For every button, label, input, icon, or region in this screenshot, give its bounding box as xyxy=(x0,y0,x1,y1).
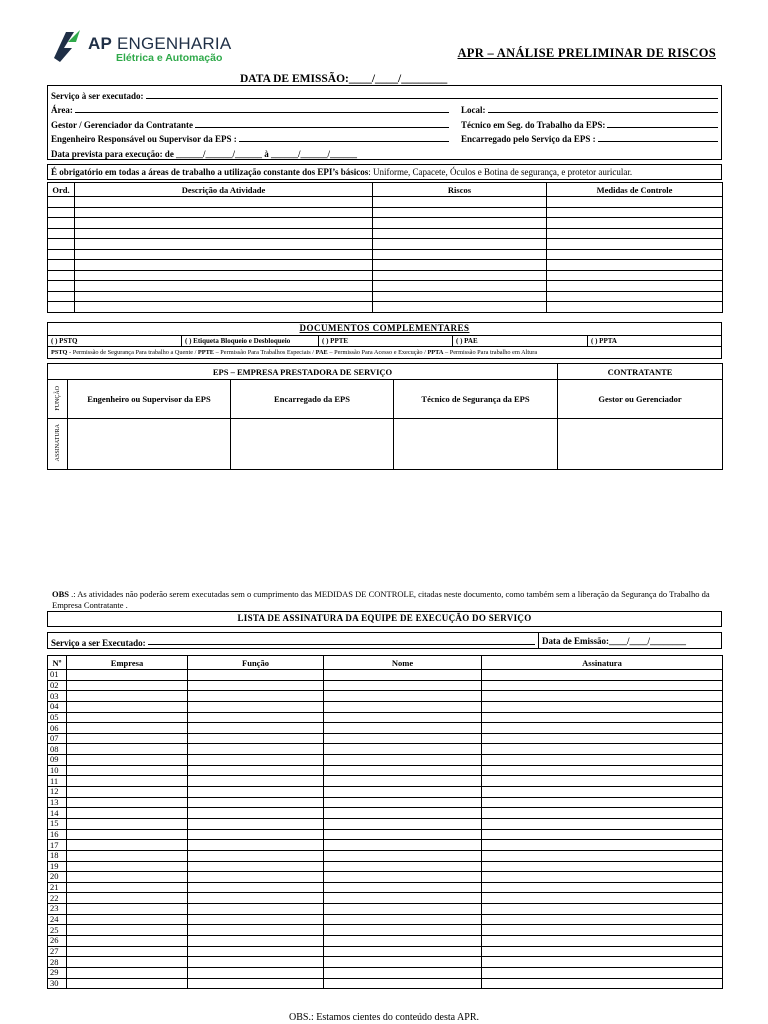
sign-gestor[interactable] xyxy=(558,419,723,470)
table-cell[interactable] xyxy=(67,712,188,723)
docs-legend: PSTQ - Permissão de Segurança Para trabalho a Quente / PPTE – Permissão Para Trabalhos Especiais / PAE – Permissão Para Acesso e Execução / PPTA – Permissão Para trabalho em Altura xyxy=(51,349,538,356)
document-title: APR – ANÁLISE PRELIMINAR DE RISCOS xyxy=(457,46,716,60)
table-cell[interactable] xyxy=(67,701,188,712)
table-cell[interactable] xyxy=(547,197,723,208)
table-cell[interactable] xyxy=(188,957,324,968)
option-pae[interactable]: ( ) PAE xyxy=(453,336,588,346)
observation-text: OBS .: As atividades não poderão serem executadas sem o cumprimento das MEDIDAS DE CONTROLE, citadas neste documento, como também sem a liberação da Segurança do Trabalho da Empresa Contratante . xyxy=(52,589,710,610)
table-cell[interactable] xyxy=(324,701,482,712)
table-row xyxy=(48,755,723,766)
table-row xyxy=(48,218,723,229)
contratante-title: CONTRATANTE xyxy=(558,364,723,380)
team-info xyxy=(47,632,722,649)
row-number: 21 xyxy=(48,882,67,893)
table-cell[interactable] xyxy=(324,744,482,755)
table-cell[interactable] xyxy=(482,744,723,755)
role-engenheiro: Engenheiro ou Supervisor da EPS xyxy=(68,380,231,419)
table-cell[interactable] xyxy=(67,904,188,915)
table-cell[interactable] xyxy=(188,733,324,744)
table-cell[interactable] xyxy=(67,872,188,883)
row-number: 15 xyxy=(48,818,67,829)
sign-encarregado[interactable] xyxy=(231,419,394,470)
row-number: 10 xyxy=(48,765,67,776)
row-number: 06 xyxy=(48,723,67,734)
table-cell[interactable] xyxy=(67,967,188,978)
table-cell[interactable] xyxy=(482,829,723,840)
data-prevista-field[interactable]: Data prevista para execução: de ______/______/______ à ______/______/______ xyxy=(51,148,358,159)
row-number: 14 xyxy=(48,808,67,819)
table-row xyxy=(48,239,723,250)
table-row xyxy=(48,946,723,957)
funcao-label: FUNÇÃO xyxy=(54,385,61,411)
table-cell[interactable] xyxy=(324,723,482,734)
option-ppta[interactable]: ( ) PPTA xyxy=(591,337,617,345)
row-number: 08 xyxy=(48,744,67,755)
row-number: 22 xyxy=(48,893,67,904)
row-number: 11 xyxy=(48,776,67,787)
table-row xyxy=(48,270,723,281)
table-cell[interactable] xyxy=(48,239,75,250)
table-cell[interactable] xyxy=(188,776,324,787)
table-cell[interactable] xyxy=(188,840,324,851)
table-cell[interactable] xyxy=(324,850,482,861)
table-cell[interactable] xyxy=(373,249,547,260)
table-cell[interactable] xyxy=(324,861,482,872)
table-cell[interactable] xyxy=(75,239,373,250)
role-tecnico: Técnico de Segurança da EPS xyxy=(394,380,558,419)
table-row xyxy=(48,291,723,302)
table-cell[interactable] xyxy=(188,755,324,766)
row-number: 25 xyxy=(48,925,67,936)
team-date-field[interactable]: Data de Emissão:____/____/________ xyxy=(542,636,686,646)
table-cell[interactable] xyxy=(67,670,188,681)
table-cell[interactable] xyxy=(188,978,324,989)
table-row xyxy=(48,978,723,989)
table-cell[interactable] xyxy=(67,776,188,787)
table-row xyxy=(48,691,723,702)
table-cell[interactable] xyxy=(188,861,324,872)
table-row xyxy=(48,249,723,260)
table-cell[interactable] xyxy=(373,281,547,292)
table-row xyxy=(48,840,723,851)
footer-observation: OBS.: Estamos cientes do conteúdo desta APR. xyxy=(289,1012,479,1023)
table-cell[interactable] xyxy=(324,914,482,925)
col-descricao: Descrição da Atividade xyxy=(75,183,373,197)
table-cell[interactable] xyxy=(67,914,188,925)
table-cell[interactable] xyxy=(482,978,723,989)
brand-subtitle: Elétrica e Automação xyxy=(116,52,223,64)
table-row xyxy=(48,882,723,893)
table-cell[interactable] xyxy=(67,808,188,819)
table-cell[interactable] xyxy=(482,680,723,691)
table-cell[interactable] xyxy=(482,691,723,702)
option-pstq[interactable]: ( ) PSTQ xyxy=(48,336,182,346)
table-cell[interactable] xyxy=(482,701,723,712)
table-cell[interactable] xyxy=(67,765,188,776)
table-cell[interactable] xyxy=(482,914,723,925)
emission-date: DATA DE EMISSÃO:____/____/________ xyxy=(240,73,448,85)
table-cell[interactable] xyxy=(188,850,324,861)
table-cell[interactable] xyxy=(324,818,482,829)
epi-notice: É obrigatório em todas a áreas de trabalho a utilização constante dos EPI’s básicos: Uniforme, Capacete, Óculos e Botina de segurança, e protetor auricular. xyxy=(47,164,722,180)
table-cell[interactable] xyxy=(188,797,324,808)
table-cell[interactable] xyxy=(188,765,324,776)
table-cell[interactable] xyxy=(482,925,723,936)
table-cell[interactable] xyxy=(188,691,324,702)
table-cell[interactable] xyxy=(482,861,723,872)
table-row xyxy=(48,925,723,936)
local-field[interactable]: Local: xyxy=(458,101,721,116)
table-cell[interactable] xyxy=(482,904,723,915)
row-number: 24 xyxy=(48,914,67,925)
table-cell[interactable] xyxy=(75,302,373,313)
table-row xyxy=(48,765,723,776)
table-cell[interactable] xyxy=(67,744,188,755)
table-cell[interactable] xyxy=(75,207,373,218)
table-cell[interactable] xyxy=(324,936,482,947)
table-cell[interactable] xyxy=(482,936,723,947)
table-row xyxy=(48,744,723,755)
table-cell[interactable] xyxy=(373,291,547,302)
table-cell[interactable] xyxy=(547,281,723,292)
row-number: 19 xyxy=(48,861,67,872)
table-row xyxy=(48,701,723,712)
table-cell[interactable] xyxy=(48,249,75,260)
table-row xyxy=(48,957,723,968)
table-cell[interactable] xyxy=(547,270,723,281)
table-cell[interactable] xyxy=(324,946,482,957)
engenheiro-field[interactable]: Engenheiro Responsável ou Supervisor da EPS : xyxy=(48,130,452,145)
table-cell[interactable] xyxy=(547,302,723,313)
table-cell[interactable] xyxy=(324,765,482,776)
table-row xyxy=(48,776,723,787)
signature-table xyxy=(47,363,723,470)
table-cell[interactable] xyxy=(48,207,75,218)
table-cell[interactable] xyxy=(67,925,188,936)
docs-title: DOCUMENTOS COMPLEMENTARES xyxy=(48,323,721,336)
table-cell[interactable] xyxy=(67,733,188,744)
table-cell[interactable] xyxy=(482,797,723,808)
table-cell[interactable] xyxy=(188,712,324,723)
row-number: 02 xyxy=(48,680,67,691)
table-row xyxy=(48,670,723,681)
table-cell[interactable] xyxy=(188,936,324,947)
row-number: 05 xyxy=(48,712,67,723)
table-cell[interactable] xyxy=(48,270,75,281)
complementary-docs xyxy=(47,322,722,359)
table-cell[interactable] xyxy=(324,680,482,691)
eps-title: EPS – EMPRESA PRESTADORA DE SERVIÇO xyxy=(48,364,558,380)
table-row xyxy=(48,787,723,798)
table-cell[interactable] xyxy=(482,818,723,829)
table-cell[interactable] xyxy=(482,850,723,861)
col-assinatura: Assinatura xyxy=(482,656,723,670)
table-cell[interactable] xyxy=(48,218,75,229)
team-signature-table xyxy=(47,655,723,989)
table-cell[interactable] xyxy=(373,302,547,313)
table-cell[interactable] xyxy=(547,228,723,239)
table-cell[interactable] xyxy=(324,872,482,883)
table-cell[interactable] xyxy=(188,882,324,893)
table-cell[interactable] xyxy=(482,776,723,787)
service-info-box xyxy=(47,85,722,160)
row-number: 29 xyxy=(48,967,67,978)
table-cell[interactable] xyxy=(67,893,188,904)
table-cell[interactable] xyxy=(482,712,723,723)
table-cell[interactable] xyxy=(67,840,188,851)
table-cell[interactable] xyxy=(75,228,373,239)
tecnico-field[interactable]: Técnico em Seg. do Trabalho da EPS: xyxy=(458,115,721,130)
table-cell[interactable] xyxy=(188,787,324,798)
table-cell[interactable] xyxy=(67,691,188,702)
table-cell[interactable] xyxy=(67,978,188,989)
table-cell[interactable] xyxy=(48,291,75,302)
table-row xyxy=(48,936,723,947)
table-cell[interactable] xyxy=(67,882,188,893)
table-cell[interactable] xyxy=(373,228,547,239)
table-cell[interactable] xyxy=(547,239,723,250)
table-cell[interactable] xyxy=(373,197,547,208)
table-row xyxy=(48,228,723,239)
table-cell[interactable] xyxy=(324,787,482,798)
table-cell[interactable] xyxy=(188,808,324,819)
table-cell[interactable] xyxy=(482,787,723,798)
table-row xyxy=(48,281,723,292)
table-cell[interactable] xyxy=(547,218,723,229)
table-cell[interactable] xyxy=(67,797,188,808)
table-cell[interactable] xyxy=(324,840,482,851)
table-cell[interactable] xyxy=(67,861,188,872)
table-row xyxy=(48,893,723,904)
table-cell[interactable] xyxy=(373,260,547,271)
table-cell[interactable] xyxy=(482,946,723,957)
table-cell[interactable] xyxy=(324,733,482,744)
table-cell[interactable] xyxy=(482,733,723,744)
table-cell[interactable] xyxy=(324,808,482,819)
table-cell[interactable] xyxy=(75,197,373,208)
table-cell[interactable] xyxy=(188,818,324,829)
servico-field[interactable]: Serviço à ser executado: xyxy=(48,86,721,101)
option-ppte[interactable]: ( ) PPTE xyxy=(319,336,453,346)
table-row xyxy=(48,207,723,218)
ap-logo-icon xyxy=(50,28,86,62)
table-cell[interactable] xyxy=(482,808,723,819)
table-cell[interactable] xyxy=(324,829,482,840)
encarregado-field[interactable]: Encarregado pelo Serviço da EPS : xyxy=(458,130,721,145)
row-number: 17 xyxy=(48,840,67,851)
table-cell[interactable] xyxy=(373,270,547,281)
table-cell[interactable] xyxy=(67,818,188,829)
table-cell[interactable] xyxy=(188,829,324,840)
table-row xyxy=(48,904,723,915)
table-row xyxy=(48,850,723,861)
row-number: 30 xyxy=(48,978,67,989)
table-cell[interactable] xyxy=(75,281,373,292)
table-cell[interactable] xyxy=(324,755,482,766)
table-row xyxy=(48,712,723,723)
table-cell[interactable] xyxy=(482,893,723,904)
row-number: 09 xyxy=(48,755,67,766)
table-cell[interactable] xyxy=(48,281,75,292)
row-number: 26 xyxy=(48,936,67,947)
table-row xyxy=(48,680,723,691)
table-cell[interactable] xyxy=(75,249,373,260)
table-row xyxy=(48,967,723,978)
brand-name: AP ENGENHARIA xyxy=(88,34,232,53)
table-cell[interactable] xyxy=(324,925,482,936)
table-cell[interactable] xyxy=(188,946,324,957)
table-row xyxy=(48,829,723,840)
table-cell[interactable] xyxy=(373,207,547,218)
table-cell[interactable] xyxy=(324,957,482,968)
table-cell[interactable] xyxy=(48,228,75,239)
table-cell[interactable] xyxy=(188,701,324,712)
row-number: 27 xyxy=(48,946,67,957)
table-cell[interactable] xyxy=(67,723,188,734)
table-cell[interactable] xyxy=(324,893,482,904)
table-cell[interactable] xyxy=(547,249,723,260)
table-row xyxy=(48,797,723,808)
table-cell[interactable] xyxy=(75,291,373,302)
area-field[interactable]: Área: xyxy=(48,101,452,116)
company-logo xyxy=(50,28,230,68)
table-cell[interactable] xyxy=(67,755,188,766)
table-row xyxy=(48,260,723,271)
table-cell[interactable] xyxy=(482,840,723,851)
table-cell[interactable] xyxy=(324,670,482,681)
col-numero: Nº xyxy=(48,656,67,670)
table-row xyxy=(48,914,723,925)
col-ord: Ord. xyxy=(48,183,75,197)
table-cell[interactable] xyxy=(188,723,324,734)
table-cell[interactable] xyxy=(67,936,188,947)
table-cell[interactable] xyxy=(547,207,723,218)
table-cell[interactable] xyxy=(67,829,188,840)
row-number: 18 xyxy=(48,850,67,861)
table-cell[interactable] xyxy=(482,670,723,681)
team-servico-field[interactable]: Serviço a ser Executado: xyxy=(48,633,539,648)
gestor-field[interactable]: Gestor / Gerenciador da Contratante xyxy=(48,115,452,130)
table-cell[interactable] xyxy=(324,882,482,893)
table-cell[interactable] xyxy=(547,291,723,302)
row-number: 04 xyxy=(48,701,67,712)
table-cell[interactable] xyxy=(482,882,723,893)
table-cell[interactable] xyxy=(188,744,324,755)
table-cell[interactable] xyxy=(482,957,723,968)
table-cell[interactable] xyxy=(324,776,482,787)
assinatura-label: ASSINATURA xyxy=(54,424,61,462)
table-row xyxy=(48,808,723,819)
table-row xyxy=(48,723,723,734)
table-cell[interactable] xyxy=(67,680,188,691)
table-cell[interactable] xyxy=(324,978,482,989)
table-cell[interactable] xyxy=(75,270,373,281)
table-cell[interactable] xyxy=(48,302,75,313)
row-number: 20 xyxy=(48,872,67,883)
row-number: 13 xyxy=(48,797,67,808)
row-number: 03 xyxy=(48,691,67,702)
table-cell[interactable] xyxy=(188,925,324,936)
table-cell[interactable] xyxy=(324,691,482,702)
table-cell[interactable] xyxy=(547,260,723,271)
table-cell[interactable] xyxy=(482,755,723,766)
table-row xyxy=(48,302,723,313)
option-etiqueta[interactable]: ( ) Etiqueta Bloqueio e Desbloqueio xyxy=(182,336,319,346)
table-cell[interactable] xyxy=(75,260,373,271)
col-riscos: Riscos xyxy=(373,183,547,197)
table-cell[interactable] xyxy=(482,872,723,883)
table-cell[interactable] xyxy=(67,957,188,968)
table-cell[interactable] xyxy=(67,946,188,957)
table-cell[interactable] xyxy=(188,670,324,681)
table-cell[interactable] xyxy=(188,914,324,925)
table-cell[interactable] xyxy=(75,218,373,229)
table-cell[interactable] xyxy=(482,967,723,978)
table-cell[interactable] xyxy=(373,239,547,250)
col-empresa: Empresa xyxy=(67,656,188,670)
row-number: 12 xyxy=(48,787,67,798)
table-row xyxy=(48,872,723,883)
table-cell[interactable] xyxy=(482,765,723,776)
col-medidas: Medidas de Controle xyxy=(547,183,723,197)
row-number: 01 xyxy=(48,670,67,681)
table-cell[interactable] xyxy=(188,872,324,883)
table-cell[interactable] xyxy=(48,197,75,208)
activity-table xyxy=(47,182,723,313)
team-list-title: LISTA DE ASSINATURA DA EQUIPE DE EXECUÇÃO DO SERVIÇO xyxy=(47,611,722,627)
table-cell[interactable] xyxy=(188,893,324,904)
sign-tecnico[interactable] xyxy=(394,419,558,470)
row-number: 16 xyxy=(48,829,67,840)
table-cell[interactable] xyxy=(373,218,547,229)
table-cell[interactable] xyxy=(67,787,188,798)
sign-engenheiro[interactable] xyxy=(68,419,231,470)
table-cell[interactable] xyxy=(188,904,324,915)
role-encarregado: Encarregado da EPS xyxy=(231,380,394,419)
row-number: 28 xyxy=(48,957,67,968)
table-cell[interactable] xyxy=(188,680,324,691)
table-cell[interactable] xyxy=(67,850,188,861)
table-row xyxy=(48,197,723,208)
table-row xyxy=(48,861,723,872)
table-cell[interactable] xyxy=(324,797,482,808)
col-nome: Nome xyxy=(324,656,482,670)
table-row xyxy=(48,818,723,829)
role-gestor: Gestor ou Gerenciador xyxy=(558,380,723,419)
table-cell[interactable] xyxy=(324,967,482,978)
row-number: 07 xyxy=(48,733,67,744)
table-cell[interactable] xyxy=(324,904,482,915)
table-cell[interactable] xyxy=(324,712,482,723)
table-cell[interactable] xyxy=(482,723,723,734)
col-funcao: Função xyxy=(188,656,324,670)
row-number: 23 xyxy=(48,904,67,915)
table-cell[interactable] xyxy=(188,967,324,978)
table-row xyxy=(48,733,723,744)
table-cell[interactable] xyxy=(48,260,75,271)
